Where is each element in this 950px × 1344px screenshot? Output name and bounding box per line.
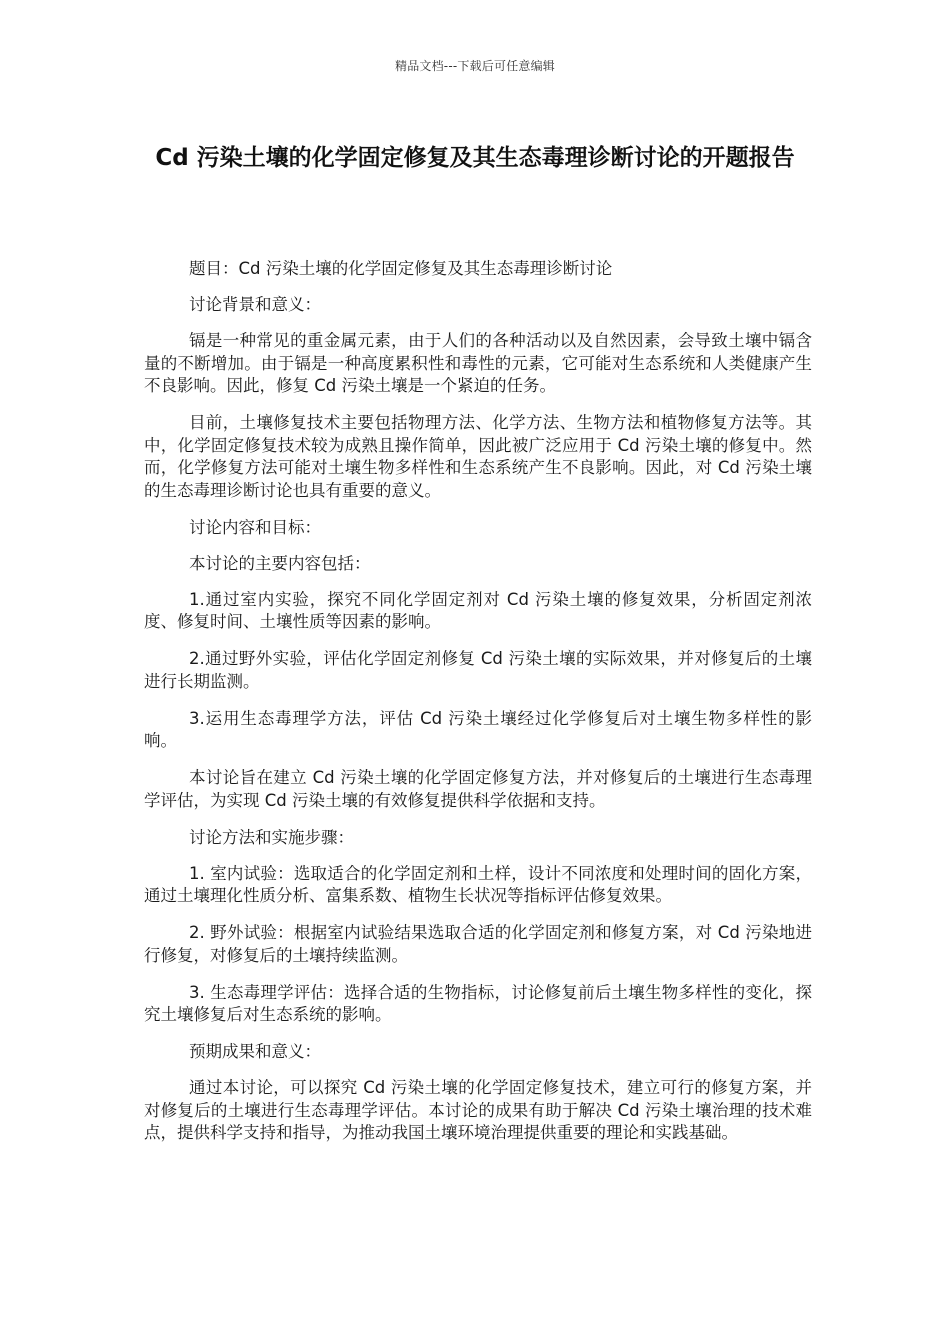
background-paragraph-1: 镉是一种常见的重金属元素，由于人们的各种活动以及自然因素，会导致土壤中镉含量的不断增加。由于镉是一种高度累积性和毒性的元素，它可能对生态系统和人类健康产生不良影响。因此，修复 Cd 污染土壤是一个紧迫的任务。 — [144, 331, 812, 395]
methods-item-2: 2. 野外试验：根据室内试验结果选取合适的化学固定剂和修复方案，对 Cd 污染地进行修复，对修复后的土壤持续监测。 — [144, 923, 812, 965]
content-item-1: 1.通过室内实验，探究不同化学固定剂对 Cd 污染土壤的修复效果，分析固定剂浓度、修复时间、土壤性质等因素的影响。 — [144, 589, 812, 631]
methods-item-1: 1. 室内试验：选取适合的化学固定剂和土样，设计不同浓度和处理时间的固化方案，通过土壤理化性质分析、富集系数、植物生长状况等指标评估修复效果。 — [144, 863, 812, 905]
document-title: Cd 污染土壤的化学固定修复及其生态毒理诊断讨论的开题报告 — [155, 145, 795, 171]
background-paragraph-2: 目前，土壤修复技术主要包括物理方法、化学方法、生物方法和植物修复方法等。其中，化学固定修复技术较为成熟且操作简单，因此被广泛应用于 Cd 污染土壤的修复中。然而，化学修复方法可能对土壤生物多样性和生态系统产生不良影响。因此，对 Cd 污染土壤的生态毒理诊断讨论也具有重要的意义。 — [144, 413, 812, 500]
content-intro: 本讨论的主要内容包括： — [189, 553, 371, 573]
methods-item-3: 3. 生态毒理学评估：选择合适的生物指标，讨论修复前后土壤生物多样性的变化，探究土壤修复后对生态系统的影响。 — [144, 982, 812, 1024]
outcome-paragraph: 通过本讨论，可以探究 Cd 污染土壤的化学固定修复技术，建立可行的修复方案，并对修复后的土壤进行生态毒理学评估。本讨论的成果有助于解决 Cd 污染土壤治理的技术难点，提供科学支持和指导，为推动我国土壤环境治理提供重要的理论和实践基础。 — [144, 1078, 812, 1142]
content-heading: 讨论内容和目标： — [189, 517, 321, 537]
content-item-3: 3.运用生态毒理学方法，评估 Cd 污染土壤经过化学修复后对土壤生物多样性的影响。 — [144, 708, 812, 750]
background-heading: 讨论背景和意义： — [189, 295, 321, 314]
header-note: 精品文档---下载后可任意编辑 — [395, 59, 555, 73]
document-body — [144, 258, 812, 1159]
topic-line: 题目：Cd 污染土壤的化学固定修复及其生态毒理诊断讨论 — [189, 259, 613, 278]
methods-heading: 讨论方法和实施步骤： — [189, 827, 354, 847]
content-goal-paragraph: 本讨论旨在建立 Cd 污染土壤的化学固定修复方法，并对修复后的土壤进行生态毒理学评估，为实现 Cd 污染土壤的有效修复提供科学依据和支持。 — [144, 768, 812, 810]
outcome-heading: 预期成果和意义： — [189, 1042, 321, 1061]
content-item-2: 2.通过野外实验，评估化学固定剂修复 Cd 污染土壤的实际效果，并对修复后的土壤进行长期监测。 — [144, 649, 812, 691]
